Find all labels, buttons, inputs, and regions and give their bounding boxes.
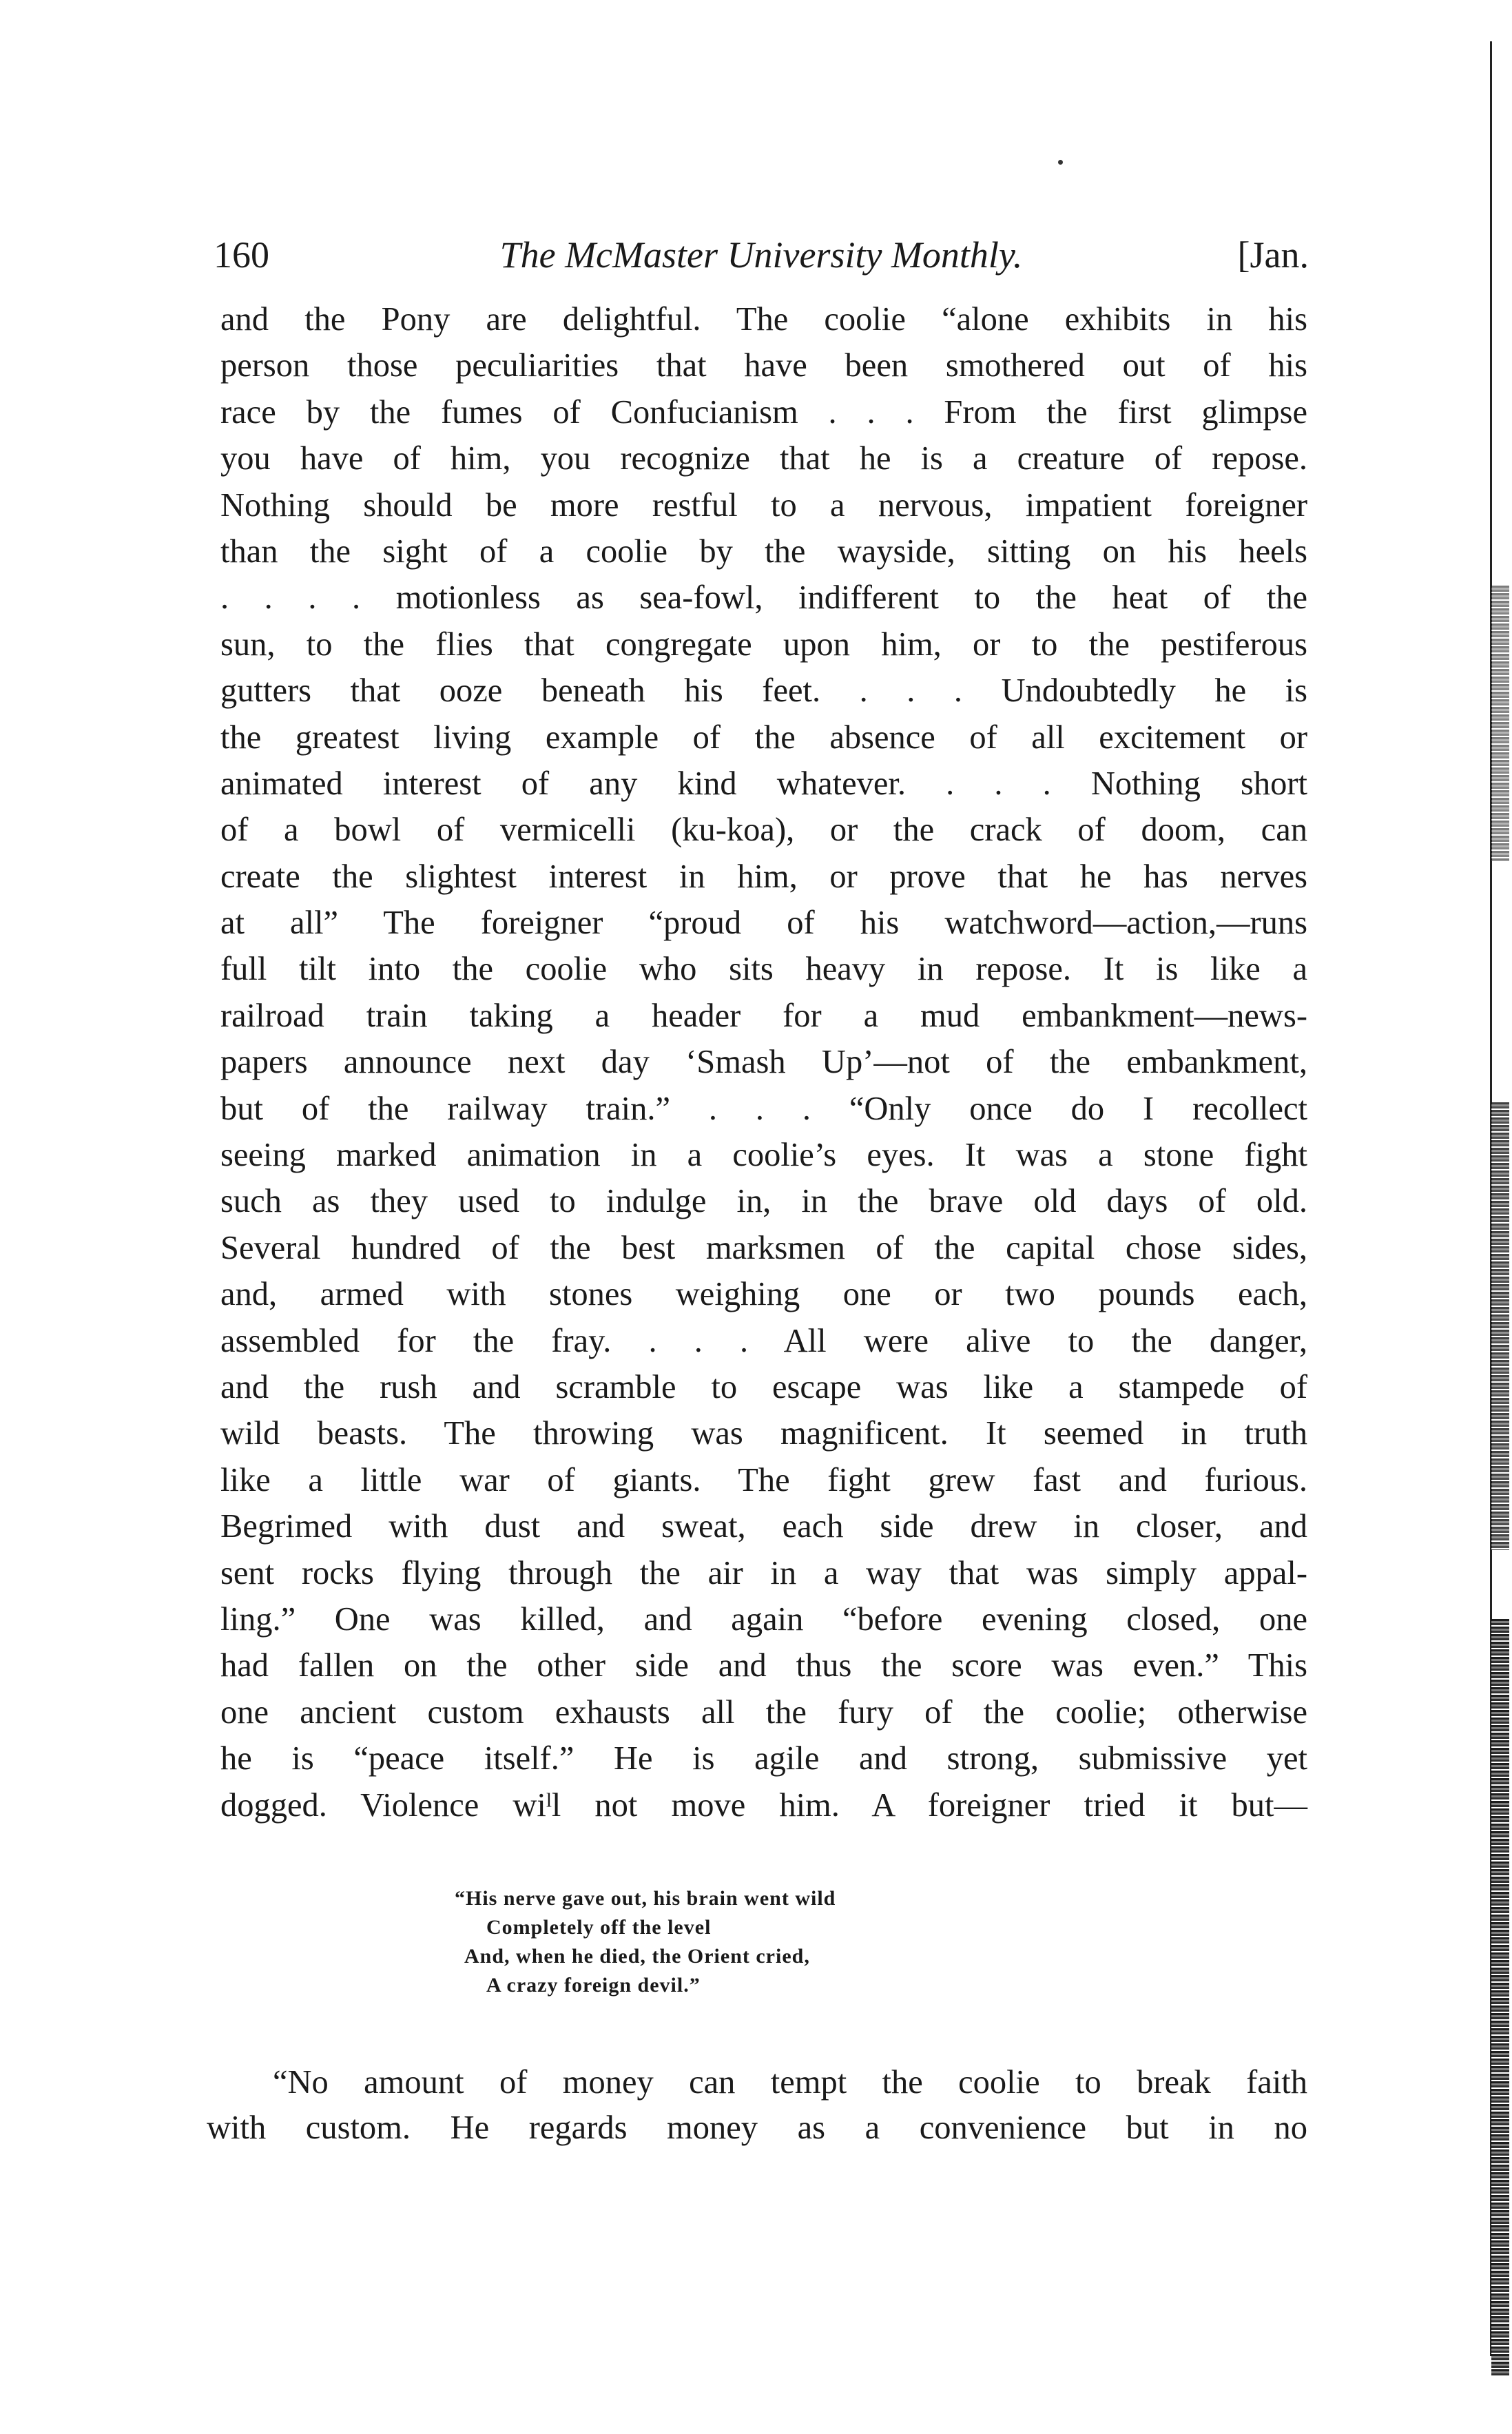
text-line: than the sight of a coolie by the wayside, sitting on his heels [220, 533, 1307, 570]
text-line: one ancient custom exhausts all the fury of the coolie; otherwise [220, 1693, 1307, 1731]
closing-paragraph [207, 2060, 1307, 2151]
text-line: such as they used to indulge in, in the brave old days of old. [220, 1183, 1307, 1220]
text-line: dogged. Violence wiˡl not move him. A foreigner tried it but— [220, 1786, 1307, 1824]
text-line: “No amount of money can tempt the coolie to break faith [273, 2064, 1307, 2101]
edge-shadow [1491, 1102, 1509, 1550]
text-line: and the Pony are delightful. The coolie “alone exhibits in his [220, 301, 1307, 338]
scanned-page-edge [1484, 0, 1512, 2434]
text-line: papers announce next day ‘Smash Up’—not of the embankment, [220, 1044, 1307, 1081]
verse-line: “His nerve gave out, his brain went wild [455, 1887, 836, 1910]
text-line: and, armed with stones weighing one or two pounds each, [220, 1276, 1307, 1313]
issue-month: [Jan. [1237, 234, 1309, 276]
text-line: had fallen on the other side and thus the score was even.” This [220, 1647, 1307, 1684]
text-line: race by the fumes of Confucianism . . . From the first glimpse [220, 393, 1307, 431]
text-line: but of the railway train.” . . . “Only once do I recollect [220, 1090, 1307, 1127]
text-line: ling.” One was killed, and again “before evening closed, one [220, 1600, 1307, 1638]
edge-shadow [1491, 586, 1509, 861]
text-line: railroad train taking a header for a mud embankment—news- [220, 997, 1307, 1034]
text-line: person those peculiarities that have been smothered out of his [220, 347, 1307, 384]
text-line: wild beasts. The throwing was magnificent. It seemed in truth [220, 1415, 1307, 1452]
text-line: full tilt into the coolie who sits heavy in repose. It is like a [220, 951, 1307, 988]
edge-shadow [1491, 1619, 1509, 2377]
text-line: Nothing should be more restful to a nervous, impatient foreigner [220, 486, 1307, 524]
text-line: sun, to the flies that congregate upon him, or to the pestiferous [220, 626, 1307, 663]
text-line: at all” The foreigner “proud of his watchword—action,—runs [220, 905, 1307, 942]
text-line: and the rush and scramble to escape was like a stampede of [220, 1368, 1307, 1405]
page-number: 160 [214, 234, 269, 276]
verse-line: A crazy foreign devil.” [486, 1974, 701, 1997]
text-line: gutters that ooze beneath his feet. . . . Undoubtedly he is [220, 672, 1307, 710]
scan-speck [1058, 160, 1063, 165]
main-paragraph [220, 296, 1307, 1828]
text-line: he is “peace itself.” He is agile and strong, submissive yet [220, 1740, 1307, 1777]
text-line: the greatest living example of the absence of all excitement or [220, 719, 1307, 756]
running-header [214, 227, 1309, 282]
text-line: you have of him, you recognize that he is a creature of repose. [220, 440, 1307, 477]
text-line: like a little war of giants. The fight grew fast and furious. [220, 1461, 1307, 1498]
text-line: . . . . motionless as sea-fowl, indifferent to the heat of the [220, 579, 1307, 617]
text-line: animated interest of any kind whatever. . . . Nothing short [220, 765, 1307, 802]
verse-line: Completely off the level [486, 1916, 712, 1939]
text-line: Begrimed with dust and sweat, each side drew in closer, and [220, 1508, 1307, 1545]
text-line: create the slightest interest in him, or prove that he has nerves [220, 858, 1307, 895]
verse-quotation [455, 1884, 1075, 2000]
text-line: seeing marked animation in a coolie’s eyes. It was a stone fight [220, 1137, 1307, 1174]
text-line: assembled for the fray. . . . All were alive to the danger, [220, 1322, 1307, 1359]
text-line: sent rocks flying through the air in a way that was simply appal- [220, 1554, 1307, 1591]
text-line: with custom. He regards money as a convenience but in no [207, 2110, 1307, 2146]
journal-title: The McMaster University Monthly. [499, 234, 1023, 276]
text-line: of a bowl of vermicelli (ku-koa), or the crack of doom, can [220, 812, 1307, 849]
verse-line: And, when he died, the Orient cried, [464, 1945, 810, 1968]
text-line: Several hundred of the best marksmen of the capital chose sides, [220, 1229, 1307, 1266]
